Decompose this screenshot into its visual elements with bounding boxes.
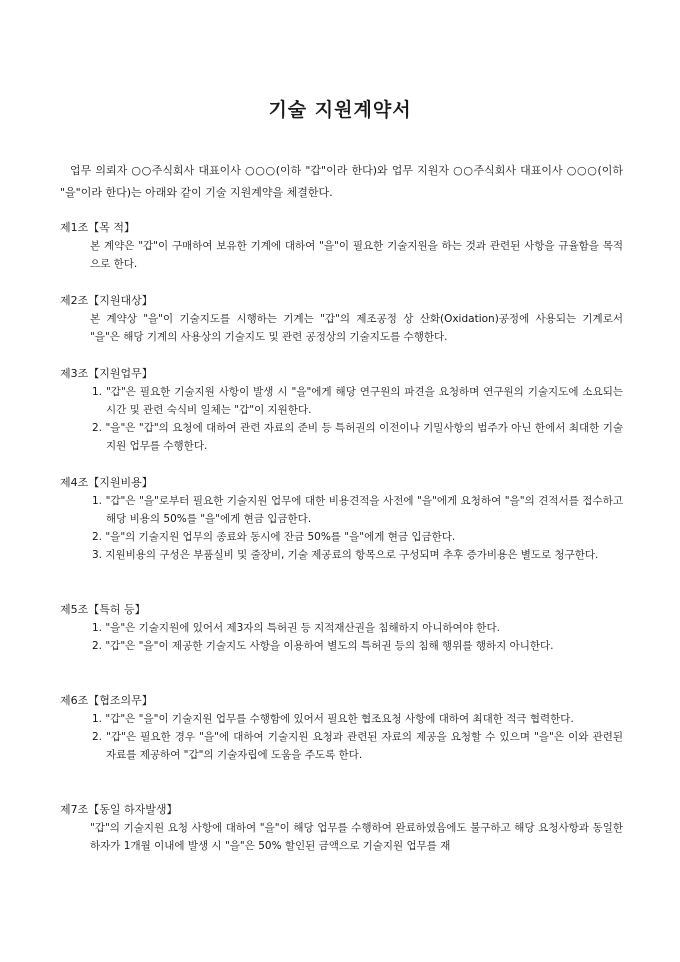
- article-1: [60, 219, 623, 273]
- article-5-heading: 제5조【특허 등】: [60, 603, 146, 616]
- article-5-list: [60, 619, 623, 655]
- article-6-list: [60, 710, 623, 764]
- document-title: 기술 지원계약서: [268, 99, 412, 121]
- list-item: 2. "을"은 "갑"의 요청에 대하여 관련 자료의 준비 등 특허권의 이전이나 기밀사항의 범주가 아닌 한에서 최대한 기술지원 업무를 수행한다.: [92, 422, 623, 452]
- list-item: 2. "을"의 기술지원 업무의 종료와 동시에 잔금 50%를 "을"에게 현금 입금한다.: [92, 531, 456, 543]
- article-2: [60, 292, 623, 346]
- article-2-heading: 제2조【지원대상】: [60, 294, 153, 307]
- article-6: [60, 692, 623, 764]
- preamble-text: 업무 의뢰자 ○○주식회사 대표이사 ○○○(이하 "갑"이라 한다)와 업무 지원자 ○○주식회사 대표이사 ○○○(이하 "을"이라 한다)는 아래와 같이 기술 지원계약을 체결한다.: [60, 164, 623, 199]
- list-item: 3. 지원비용의 구성은 부품실비 및 줄장비, 기술 제공료의 항목으로 구성되며 추후 증가비용은 별도로 청구한다.: [92, 549, 599, 561]
- list-item: 1. "을"은 기술지원에 있어서 제3자의 특허권 등 지적재산권을 침해하지 아니하여야 한다.: [92, 622, 500, 634]
- article-4-list: [60, 492, 623, 564]
- article-6-heading: 제6조【협조의무】: [60, 694, 153, 707]
- article-3-heading: 제3조【지원업무】: [60, 367, 153, 380]
- article-5: [60, 601, 623, 655]
- list-item: 2. "갑"은 "을"이 제공한 기술지도 사항을 이용하여 별도의 특허권 등의 침해 행위를 행하지 아니한다.: [92, 640, 554, 652]
- article-3-list: [60, 383, 623, 455]
- list-item: 1. "갑"은 필요한 기술지원 사항이 발생 시 "을"에게 해당 연구원의 파견을 요청하며 연구원의 기술지도에 소요되는 시간 및 관련 숙식비 일체는 "갑"이 지원한다.: [92, 386, 623, 416]
- list-item: 2. "갑"은 필요한 경우 "을"에 대하여 기술지원 요청과 관련된 자료의 제공을 요청할 수 있으며 "을"은 이와 관련된 자료를 제공하여 "갑"의 기술자립에 도움을 주도록 한다.: [92, 731, 623, 761]
- article-7-heading: 제7조【동일 하자발생】: [60, 803, 178, 816]
- article-2-body: 본 계약상 "을"이 기술지도를 시행하는 기계는 "갑"의 제조공정 상 산화(Oxidation)공정에 사용되는 기계로서 "을"은 해당 기계의 사용상의 기술지도 및 관련 공정상의 기술지도를 수행한다.: [90, 313, 623, 343]
- list-item: 1. "갑"은 "을"이 기술지원 업무를 수행함에 있어서 필요한 협조요청 사항에 대하여 최대한 적극 협력한다.: [92, 713, 574, 725]
- article-4-heading: 제4조【지원비용】: [60, 476, 153, 489]
- article-4: [60, 474, 623, 564]
- article-1-body: 본 계약은 "갑"이 구매하여 보유한 기계에 대하여 "을"이 필요한 기술지원을 하는 것과 관련된 사항을 규율함을 목적으로 한다.: [90, 240, 623, 270]
- article-1-heading: 제1조【목 적】: [60, 221, 135, 234]
- list-item: 1. "갑"은 "을"로부터 필요한 기술지원 업무에 대한 비용견적을 사전에 "을"에게 요청하여 "을"의 견적서를 접수하고 해당 비용의 50%를 "을"에게 현금 입금한다.: [92, 495, 623, 525]
- article-7: [60, 801, 623, 855]
- article-7-body: "갑"의 기술지원 요청 사항에 대하여 "을"이 해당 업무를 수행하여 완료하였음에도 불구하고 해당 요청사항과 동일한 하자가 1개월 이내에 발생 시 "을"은 50% 할인된 금액으로 기술지원 업무를 재: [90, 822, 623, 852]
- preamble-paragraph: [60, 160, 623, 204]
- article-3: [60, 365, 623, 455]
